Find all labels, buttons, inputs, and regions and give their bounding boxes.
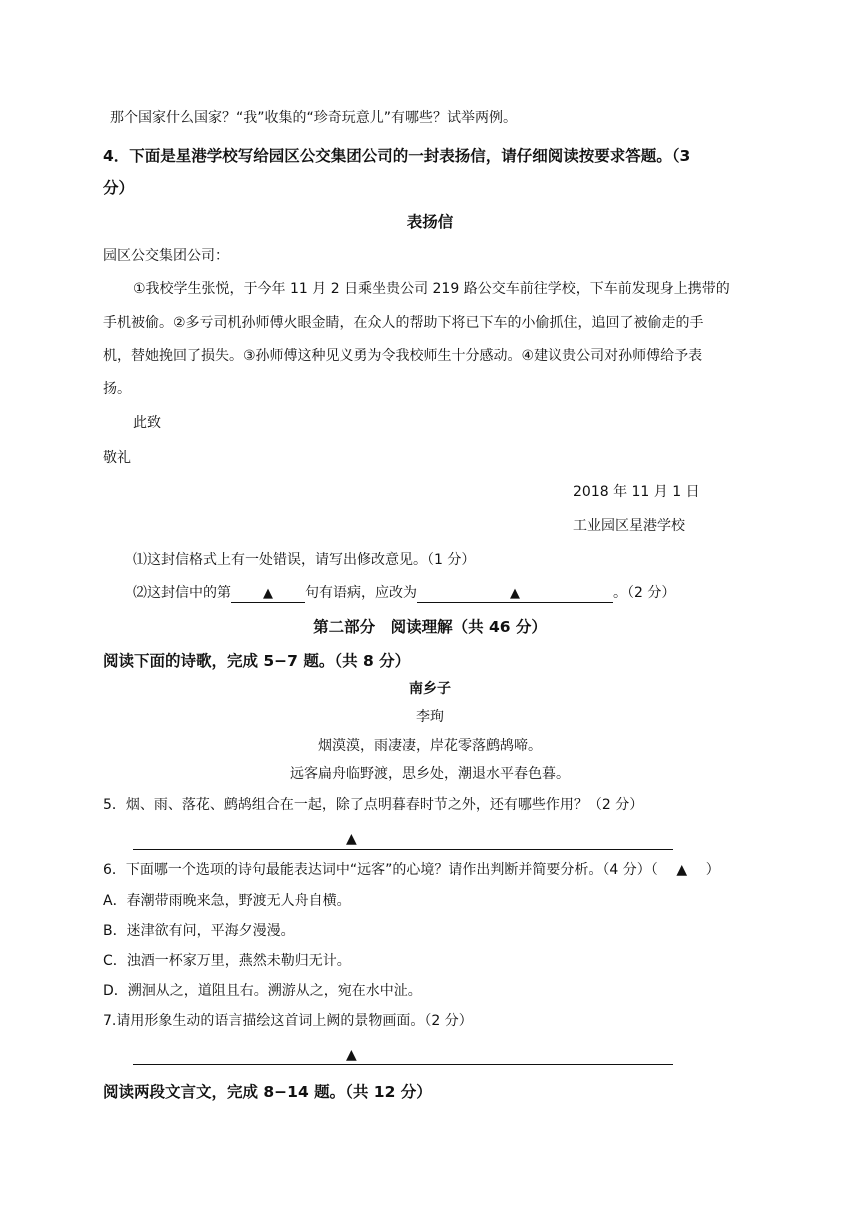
question-7: 7.请用形象生动的语言描绘这首词上阙的景物画面。（2 分） — [103, 1013, 473, 1029]
option-b: B．迷津欲有问，平海夕漫漫。 — [103, 923, 295, 939]
question-4-part-2 — [133, 583, 675, 603]
prev-question-tail: 那个国家什么国家？“我”收集的“珍奇玩意儿”有哪些？试举两例。 — [110, 110, 518, 126]
prose-instruction: 阅读两段文言文，完成 8−14 题。（共 12 分） — [103, 1083, 432, 1101]
letter-salutation: 园区公交集团公司： — [103, 248, 229, 264]
question-4-part-2-text: 。（2 分） — [613, 585, 676, 601]
answer-line[interactable] — [133, 849, 673, 850]
option-a: A．春潮带雨晚来急，野渡无人舟自横。 — [103, 893, 351, 909]
letter-date: 2018 年 11 月 1 日 — [573, 484, 700, 500]
answer-mark-icon[interactable]: ▲ — [676, 862, 688, 878]
answer-mark-icon: ▲ — [346, 1047, 357, 1063]
letter-closing: 敬礼 — [103, 450, 131, 466]
poem-line: 远客扁舟临野渡，思乡处，潮退水平春色暮。 — [290, 766, 570, 782]
part-2-heading: 第二部分 阅读理解（共 46 分） — [313, 618, 547, 636]
letter-body-line: 手机被偷。②多亏司机孙师傅火眼金睛，在众人的帮助下将已下车的小偷抓住，追回了被偷走的手 — [103, 315, 704, 331]
answer-mark-icon: ▲ — [510, 586, 520, 601]
letter-signer: 工业园区星港学校 — [573, 518, 685, 534]
answer-line[interactable] — [133, 1064, 673, 1065]
question-4-part-2-text: 句有语病，应改为 — [305, 585, 417, 601]
option-d: D．溯洄从之，道阻且右。溯游从之，宛在水中沚。 — [103, 983, 422, 999]
poem-instruction: 阅读下面的诗歌，完成 5−7 题。（共 8 分） — [103, 652, 411, 670]
letter-closing: 此致 — [133, 415, 161, 431]
question-6-text: ） — [705, 862, 720, 878]
answer-mark-icon: ▲ — [346, 831, 357, 847]
question-4-part-2-text: ⑵这封信中的第 — [133, 585, 231, 601]
letter-body-line: ①我校学生张悦，于今年 11 月 2 日乘坐贵公司 219 路公交车前往学校，下车前发现身上携带的 — [133, 281, 730, 297]
question-5: 5．烟、雨、落花、鹧鸪组合在一起，除了点明暮春时节之外，还有哪些作用？（2 分） — [103, 797, 644, 813]
answer-blank[interactable] — [231, 586, 305, 603]
answer-mark-icon: ▲ — [263, 586, 273, 601]
letter-body-line: 机，替她挽回了损失。③孙师傅这种见义勇为令我校师生十分感动。④建议贵公司对孙师傅给予表 — [103, 348, 703, 364]
option-c: C．浊酒一杯家万里，燕然未勒归无计。 — [103, 953, 351, 969]
poem-line: 烟漠漠，雨凄凄，岸花零落鹧鸪啼。 — [318, 738, 542, 754]
question-4-header-cont: 分） — [103, 179, 135, 197]
question-4-header: 4．下面是星港学校写给园区公交集团公司的一封表扬信，请仔细阅读按要求答题。（3 — [103, 147, 691, 165]
question-6-text: 6．下面哪一个选项的诗句最能表达词中“远客”的心境？请作出判断并简要分析。（4 分）（ — [103, 862, 658, 878]
answer-blank[interactable] — [417, 586, 613, 603]
poem-author: 李珣 — [416, 709, 444, 725]
letter-title: 表扬信 — [406, 213, 454, 231]
poem-title: 南乡子 — [409, 681, 451, 697]
letter-body-line: 扬。 — [103, 381, 131, 397]
question-6 — [103, 860, 720, 880]
question-4-part-1: ⑴这封信格式上有一处错误，请写出修改意见。（1 分） — [133, 552, 476, 568]
